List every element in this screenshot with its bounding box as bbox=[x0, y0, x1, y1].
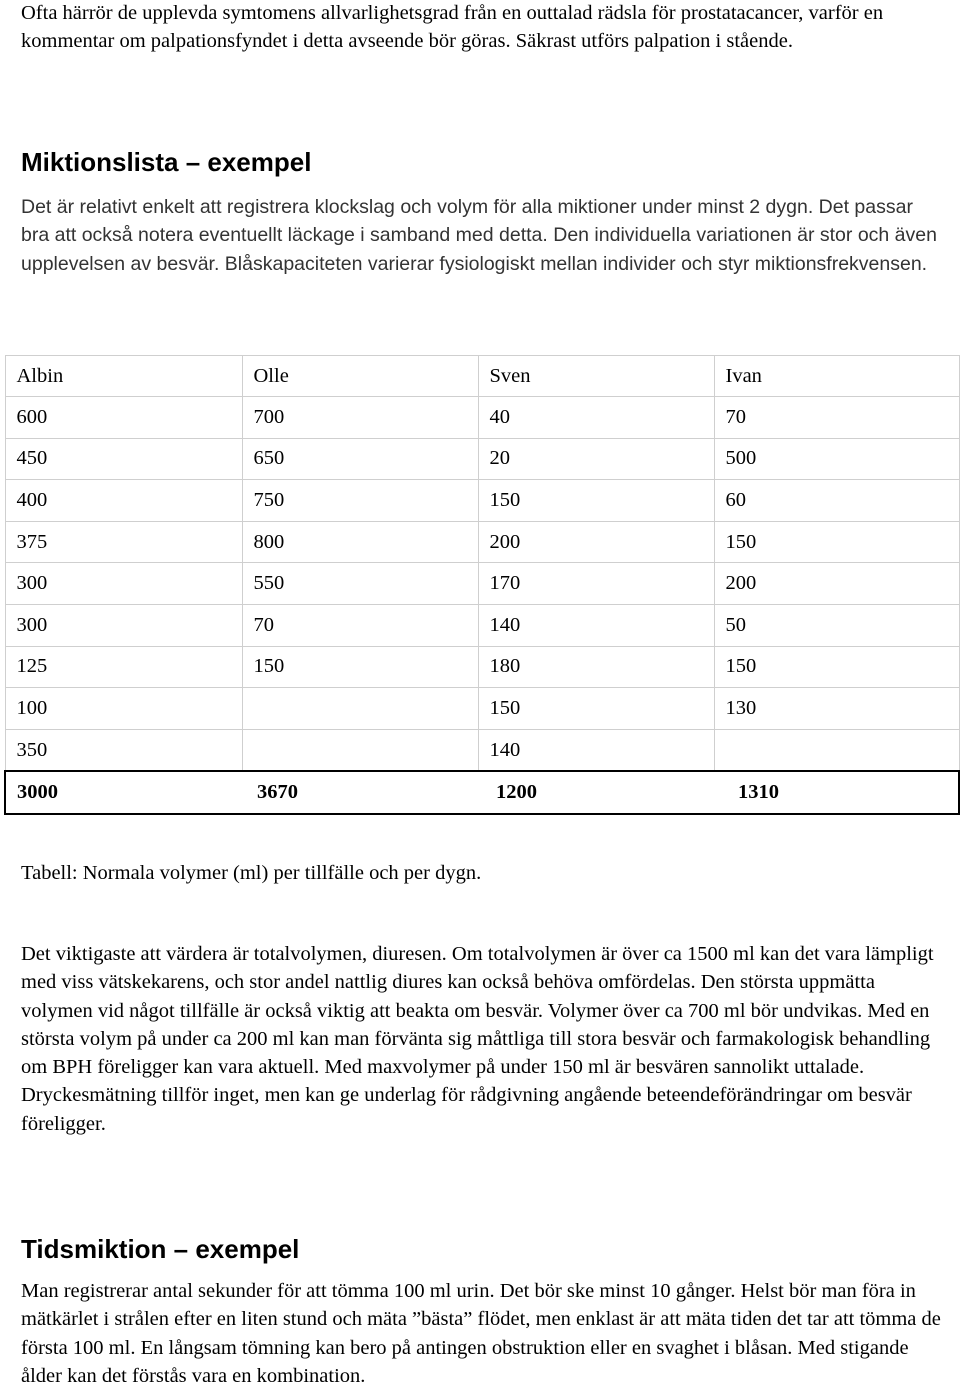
table-cell: 450 bbox=[5, 438, 242, 480]
table-cell: 180 bbox=[478, 646, 714, 688]
table-cell: 500 bbox=[714, 438, 959, 480]
table-row bbox=[5, 521, 959, 563]
table-cell: 800 bbox=[242, 521, 478, 563]
table-row bbox=[5, 604, 959, 646]
section-heading-miktionslista: Miktionslista – exempel bbox=[21, 147, 312, 177]
volume-table bbox=[4, 355, 960, 815]
table-cell: 3670 bbox=[242, 771, 478, 814]
table-cell: 150 bbox=[478, 688, 714, 730]
table-cell: 125 bbox=[5, 646, 242, 688]
table-cell: 1200 bbox=[478, 771, 714, 814]
table-cell: 70 bbox=[714, 397, 959, 439]
table-cell: 150 bbox=[242, 646, 478, 688]
table-cell: 130 bbox=[714, 688, 959, 730]
table-row bbox=[5, 688, 959, 730]
table-cell: 650 bbox=[242, 438, 478, 480]
table-cell: Ivan bbox=[714, 356, 959, 397]
table-row bbox=[5, 563, 959, 605]
table-row bbox=[5, 438, 959, 480]
table-cell: 60 bbox=[714, 480, 959, 522]
table-cell: 70 bbox=[242, 604, 478, 646]
table-row bbox=[5, 480, 959, 522]
table-cell: 600 bbox=[5, 397, 242, 439]
table-cell: 140 bbox=[478, 604, 714, 646]
table-cell: 400 bbox=[5, 480, 242, 522]
table-cell bbox=[242, 729, 478, 771]
table-cell: 300 bbox=[5, 604, 242, 646]
table-cell: 170 bbox=[478, 563, 714, 605]
table-cell: 200 bbox=[714, 563, 959, 605]
table-cell: 700 bbox=[242, 397, 478, 439]
table-cell: 150 bbox=[478, 480, 714, 522]
table-cell: 50 bbox=[714, 604, 959, 646]
table-cell bbox=[242, 688, 478, 730]
table-cell: 150 bbox=[714, 521, 959, 563]
table-header-row bbox=[5, 356, 959, 397]
table-row bbox=[5, 397, 959, 439]
table-row bbox=[5, 646, 959, 688]
table-cell: Albin bbox=[5, 356, 242, 397]
table-cell: 140 bbox=[478, 729, 714, 771]
table-cell: 550 bbox=[242, 563, 478, 605]
table-cell: 300 bbox=[5, 563, 242, 605]
table-cell: Olle bbox=[242, 356, 478, 397]
table-cell: 3000 bbox=[5, 771, 242, 814]
table-cell bbox=[714, 729, 959, 771]
table-cell: 100 bbox=[5, 688, 242, 730]
table-cell: Sven bbox=[478, 356, 714, 397]
table-cell: 20 bbox=[478, 438, 714, 480]
table-cell: 750 bbox=[242, 480, 478, 522]
table-cell: 350 bbox=[5, 729, 242, 771]
table-cell: 375 bbox=[5, 521, 242, 563]
table-cell: 150 bbox=[714, 646, 959, 688]
table-cell: 40 bbox=[478, 397, 714, 439]
table-cell: 200 bbox=[478, 521, 714, 563]
diuresis-paragraph: Det viktigaste att värdera är totalvolymen, diuresen. Om totalvolymen är över ca 1500 ml kan det vara lämpligt med viss vätskekarens, och stor andel nattlig diures kan också behöva omfördelas. Den största uppmätta volymen vid något tillfälle är också viktig att beakta om besvär. Volymer över ca 700 ml bör undvikas. Med en största volym på under ca 200 ml kan man förvänta sig måttliga till stora besvär och farmakologisk behandling om BPH föreligger kan vara aktuell. Med maxvolymer på under 150 ml är besvären sannolikt uttalade. Dryckesmätning tillför inget, men kan ge underlag för rådgivning angående beteendeförändringar om besvär föreligger. bbox=[21, 943, 934, 1135]
miktionslista-paragraph: Det är relativt enkelt att registrera klockslag och volym för alla miktioner under minst 2 dygn. Det passar bra att också notera eventuellt läckage i samband med detta. Den individuella variationen är stor och även upplevelsen av besvär. Blåskapaciteten varierar fysiologiskt mellan individer och styr miktionsfrekvensen. bbox=[21, 196, 937, 275]
table-row bbox=[5, 729, 959, 771]
tidsmiktion-paragraph: Man registrerar antal sekunder för att tömma 100 ml urin. Det bör ske minst 10 gånger. Helst bör man föra in mätkärlet i strålen efter en liten stund och mäta ”bästa” flödet, men enklast är att mäta tiden det tar att tömma de första 100 ml. En långsam tömning kan bero på antingen obstruktion eller en svaghet i blåsan. Med stigande ålder kan det förstås vara en kombination. bbox=[21, 1280, 941, 1387]
table-cell: 1310 bbox=[714, 771, 959, 814]
table-caption: Tabell: Normala volymer (ml) per tillfälle och per dygn. bbox=[21, 862, 482, 884]
section-heading-tidsmiktion: Tidsmiktion – exempel bbox=[21, 1234, 300, 1264]
table-total-row bbox=[5, 771, 959, 814]
intro-paragraph: Ofta härrör de upplevda symtomens allvarlighetsgrad från en outtalad rädsla för prostatacancer, varför en kommentar om palpationsfyndet i detta avseende bör göras. Säkrast utförs palpation i stående. bbox=[21, 2, 884, 53]
